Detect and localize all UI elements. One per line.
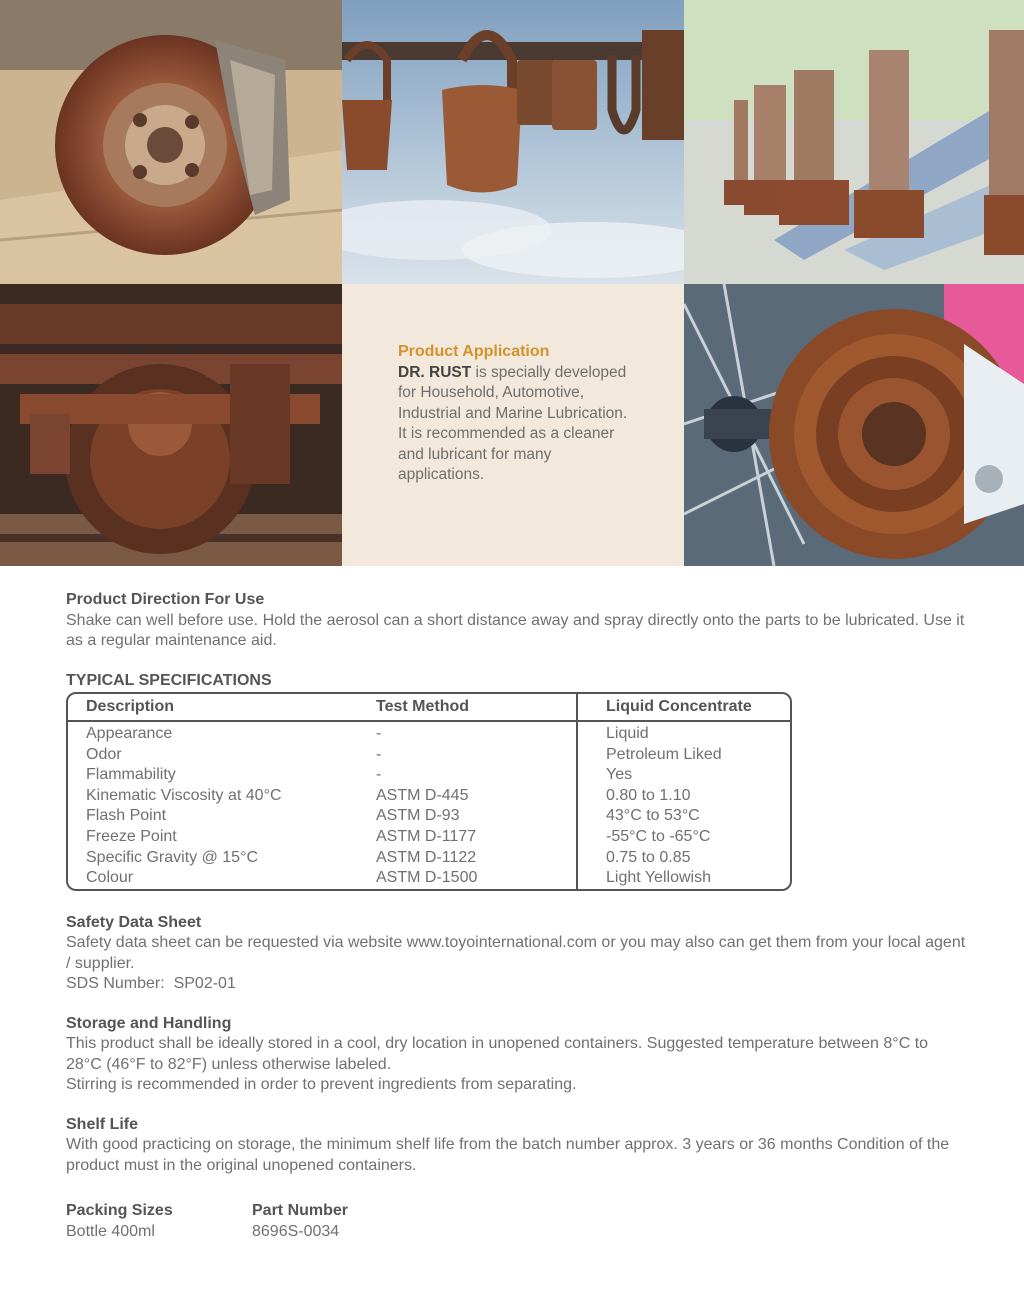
cell-description: Specific Gravity @ 15°C [86, 848, 259, 866]
cell-test-method: ASTM D-1122 [358, 848, 577, 869]
product-application-text: is specially developed for Household, Automotive, Industrial and Marine Lubrication. It is recommended as a cleaner and lubricant for many applications. [398, 363, 628, 483]
packing-size-value: Bottle 400ml [66, 1222, 155, 1240]
cell-value: Petroleum Liked [606, 745, 722, 763]
table-row [68, 745, 790, 766]
storage-text: This product shall be ideally stored in a cool, dry location in unopened containers. Suggested temperature between 8°C to 28°C (46°F to 82°F) unless otherwise labeled. [66, 1035, 929, 1073]
cell-value: Yes [606, 766, 633, 784]
photo-grid [0, 0, 1024, 566]
cell-description: Kinematic Viscosity at 40°C [86, 786, 282, 804]
cell-description: Colour [86, 869, 134, 887]
column-header-liquid-concentrate: Liquid Concentrate [577, 694, 790, 721]
direction-text: Shake can well before use. Hold the aerosol can a short distance away and spray directly onto the parts to be lubricated. Use it as a regular maintenance aid. [66, 611, 965, 649]
table-row [68, 827, 790, 848]
cell-test-method: ASTM D-93 [358, 806, 577, 827]
cell-description: Freeze Point [86, 827, 177, 845]
cell-value: 43°C to 53°C [606, 807, 700, 825]
sds-section [66, 913, 966, 995]
cell-description: Appearance [86, 725, 173, 742]
direction-heading: Product Direction For Use [66, 591, 265, 608]
storage-stirring-text: Stirring is recommended in order to prevent ingredients from separating. [66, 1076, 577, 1094]
table-row [68, 721, 790, 745]
document-body [66, 590, 966, 1242]
rusty-brake-disc-photo [0, 0, 342, 284]
table-row [68, 848, 790, 869]
shelf-life-text: With good practicing on storage, the minimum shelf life from the batch number approx. 3 years or 36 months Condition of the product must in the original unopened containers. [66, 1136, 950, 1174]
rusty-bicycle-gears-photo [684, 284, 1024, 566]
cell-value: -55°C to -65°C [606, 827, 711, 845]
column-header-description: Description [68, 694, 358, 721]
product-application-panel [342, 284, 684, 566]
cell-value: Light Yellowish [606, 869, 711, 887]
cell-description: Flash Point [86, 807, 167, 825]
sds-number: SDS Number: SP02-01 [66, 975, 236, 993]
sds-heading: Safety Data Sheet [66, 913, 202, 931]
cell-value: 0.75 to 0.85 [606, 848, 691, 866]
table-row [68, 786, 790, 807]
part-number-value: 8696S-0034 [252, 1222, 340, 1240]
direction-section [66, 590, 966, 652]
specs-header-row [68, 694, 790, 721]
packing-section [66, 1201, 966, 1242]
storage-section [66, 1014, 966, 1096]
part-number-column [252, 1201, 348, 1242]
specs-heading: TYPICAL SPECIFICATIONS [66, 671, 272, 689]
product-brand: DR. RUST [398, 363, 472, 381]
table-row [68, 868, 790, 889]
table-row [68, 765, 790, 786]
rusty-padlocks-photo [342, 0, 684, 284]
cell-description: Flammability [86, 766, 176, 784]
packing-sizes-heading: Packing Sizes [66, 1202, 173, 1220]
cell-test-method: - [358, 721, 577, 745]
storage-heading: Storage and Handling [66, 1014, 232, 1032]
part-number-heading: Part Number [252, 1202, 349, 1220]
rusty-bolts-photo [684, 0, 1024, 284]
table-row [68, 806, 790, 827]
shelf-life-heading: Shelf Life [66, 1115, 139, 1133]
cell-test-method: ASTM D-1177 [358, 827, 577, 848]
sds-text: Safety data sheet can be requested via website www.toyointernational.com or you may also can get them from your local agent / supplier. [66, 934, 966, 972]
cell-value: Liquid [606, 725, 649, 742]
cell-value: 0.80 to 1.10 [606, 786, 691, 804]
column-header-test-method: Test Method [358, 694, 577, 721]
cell-test-method: ASTM D-1500 [358, 868, 577, 889]
shelf-life-section [66, 1115, 966, 1177]
cell-test-method: - [358, 745, 577, 766]
rusty-train-bogie-photo [0, 284, 342, 566]
cell-test-method: ASTM D-445 [358, 786, 577, 807]
specifications-table [66, 692, 792, 891]
cell-test-method: - [358, 765, 577, 786]
cell-description: Odor [86, 745, 122, 763]
product-application-title: Product Application [398, 343, 550, 360]
packing-sizes-column [66, 1201, 252, 1242]
